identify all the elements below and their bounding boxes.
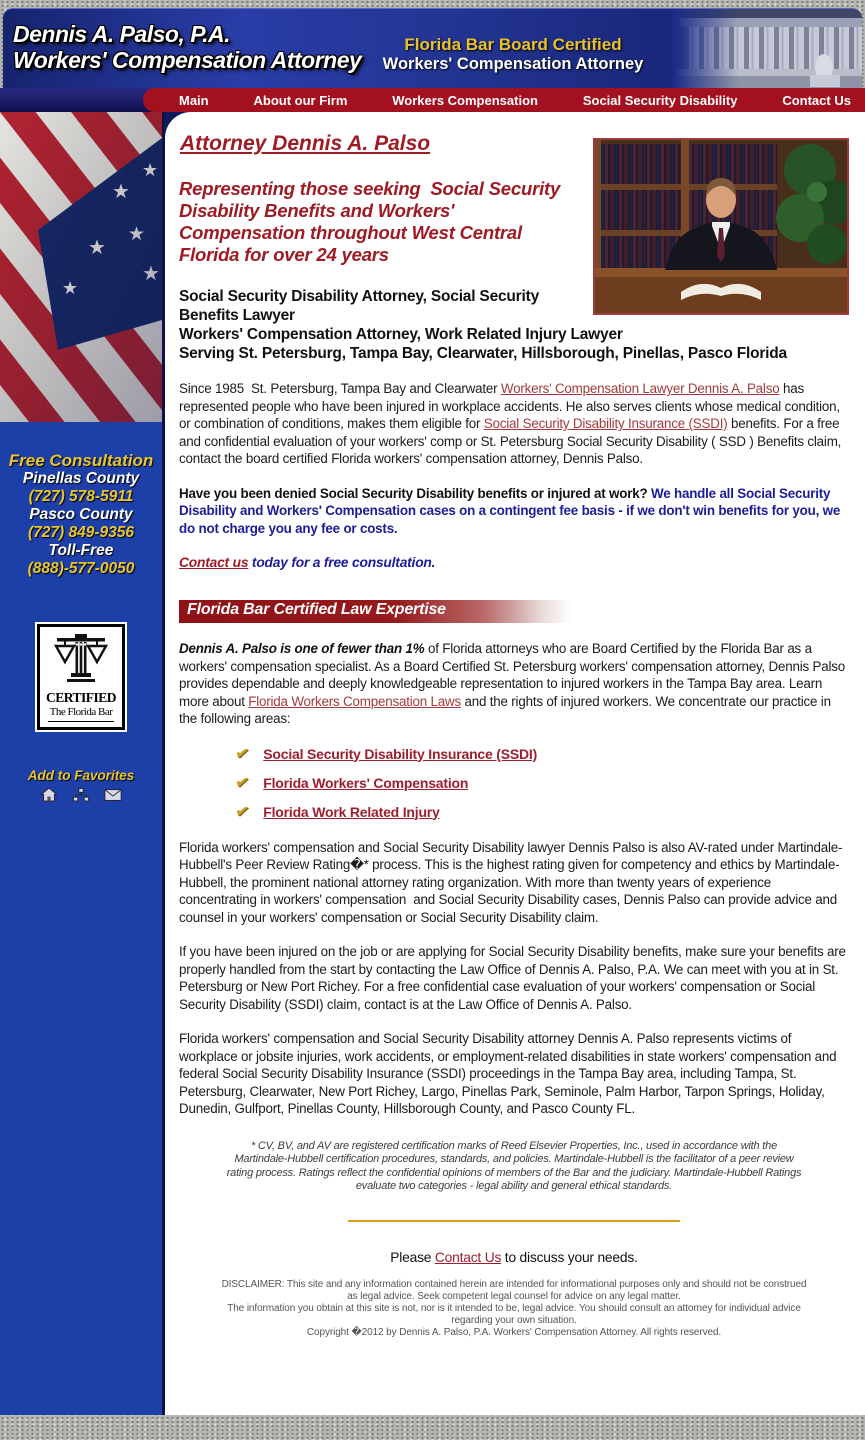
certification-marks-fineprint: * CV, BV, and AV are registered certification marks of Reed Elsevier Properties, Inc., used in accordance with the Martindale-Hubbell certification procedures, standards, and policies. Martindale-Hubbell is the facilitator of a peer review rating process. Ratings reflect the confidential opinions of members of the Bar and the judiciary. Martindale-Hubbell Ratings evaluate two categories - legal ability and general ethical standards.: [226, 1139, 802, 1192]
expertise-banner: Florida Bar Certified Law Expertise: [179, 600, 571, 623]
disclaimer-line1: DISCLAIMER: This site and any information contained herein are intended for informational purposes only and should not be construed as legal advice. Seek competent legal counsel for advice on any legal matter.: [221, 1278, 807, 1302]
nav-item-about-our-firm[interactable]: About our Firm: [253, 92, 348, 108]
denied-question-text: Have you been denied Social Security Disability benefits or injured at work?: [179, 485, 651, 501]
add-to-favorites-block: [0, 768, 162, 802]
contingent-fee-text: We handle all Social Security Disability and Workers' Compensation cases on a contingent fee basis - if we don't win benefits for you, we do not charge you any fee or costs.: [179, 485, 841, 536]
fewer-than-1pct-text: Dennis A. Palso is one of fewer than 1%: [179, 641, 425, 656]
american-flag-image: [0, 112, 162, 422]
fl-workers-comp-laws-link[interactable]: Florida Workers Compensation Laws: [248, 693, 461, 709]
nav-item-workers-compensation[interactable]: Workers Compensation: [392, 92, 538, 108]
county-label: Pasco County: [29, 506, 133, 523]
please-contact-line: [179, 1250, 849, 1265]
practice-area-workers-comp-link[interactable]: Florida Workers' Compensation: [263, 774, 469, 791]
toll-free-label: Toll-Free: [48, 542, 114, 559]
nav-item-contact-us[interactable]: Contact Us: [782, 92, 851, 108]
tagline: Representing those seeking Social Security Disability Benefits and Workers' Compensation throughout West Central Florida for over 24 years: [179, 178, 561, 265]
free-consultation-block: [0, 452, 162, 578]
intro-paragraph: [179, 380, 849, 468]
copyright-line: Copyright �2012 by Dennis A. Palso, P.A. Workers' Compensation Attorney. All rights reserved.: [306, 1326, 722, 1338]
county-label: Pinellas County: [22, 470, 140, 487]
injured-on-job-paragraph: If you have been injured on the job or are applying for Social Security Disability benefits, make sure your benefits are properly handled from the start by contacting the Law Office of Dennis A. Palso, P.A. We can meet with you at in St. Petersburg or New Port Richey. For a free confidential case evaluation of your workers' compensation or Social Security Disability (SSDI) claim, contact is at the Law Office of Dennis A. Palso.: [179, 944, 846, 1012]
discuss-needs-text: to discuss your needs.: [501, 1249, 638, 1265]
favorites-icons: [0, 788, 162, 802]
phone-number: (727) 849-9356: [28, 524, 134, 541]
logo-line-2: Workers' Compensation Attorney: [13, 47, 362, 74]
home-icon[interactable]: [40, 788, 58, 802]
badge-certified-text: CERTIFIED: [45, 690, 117, 705]
board-certified-text: Florida Bar Board Certified: [404, 35, 622, 54]
list-item: [235, 773, 849, 793]
florida-bar-certified-badge: [37, 624, 125, 730]
service-areas-paragraph: Florida workers' compensation and Social Security Disability attorney Dennis A. Palso represents victims of workplace or jobsite injuries, work accidents, or employment-related disabilities in state workers' compensation and federal Social Security Disability Insurance (SSDI) proceedings in the Tampa Bay area, including Tampa, St. Petersburg, Clearwater, New Port Richey, Largo, Pinellas Park, Seminole, Palm Harbor, Tarpon Springs, Holiday, Dunedin, Gulfport, Pinellas County, Hillsborough County, and Pasco County FL.: [179, 1031, 837, 1116]
checkmark-icon: ✔: [233, 742, 251, 764]
nav-bar: [143, 88, 865, 112]
workers-comp-lawyer-link[interactable]: Workers' Compensation Lawyer Dennis A. Palso: [500, 381, 780, 396]
site-logo: [13, 21, 361, 74]
practice-areas-list: [235, 744, 849, 822]
practice-area-ssdi-link[interactable]: Social Security Disability Insurance (SSDI): [263, 745, 538, 762]
nav-item-social-security-disability[interactable]: Social Security Disability: [582, 92, 738, 108]
add-to-favorites-label: Add to Favorites: [27, 768, 135, 783]
list-item: [235, 744, 849, 764]
free-consultation-text: today for a free consultation.: [248, 555, 436, 570]
services-heading-line2: Workers' Compensation Attorney, Work Related Injury Lawyer: [179, 326, 623, 343]
scales-of-justice-icon: [53, 633, 109, 685]
services-heading-line1: Social Security Disability Attorney, Social Security Benefits Lawyer: [179, 288, 540, 324]
av-rating-paragraph: Florida workers' compensation and Social Security Disability lawyer Dennis Palso is also AV-rated under Martindale-Hubbell's Peer Review Rating�* process. This is the highest rating given for competency and ethics by Martindale-Hubbell, the prominent national attorney rating organization. With more than twenty years of experience concentrating in workers' compensation and Social Security Disability cases, Dennis Palso can provide advice and counsel in your workers' compensation or Social Security Disability claim.: [179, 839, 843, 925]
badge-florida-bar-text: The Florida Bar: [49, 706, 113, 718]
sitemap-icon[interactable]: [72, 788, 90, 802]
intro-text: benefits. For a free and confidential evaluation of your workers' comp or St. Petersburg Social Security Disability ( SSD ) Benefits claim, contact the board certified Florida workers' compensation attorney, Dennis Palso.: [179, 416, 842, 466]
board-certified-text: and the rights of injured workers. We concentrate our practice in the following areas:: [179, 693, 831, 726]
attorney-type-text: Workers' Compensation Attorney: [382, 55, 644, 73]
intro-text: has represented people who have been injured in workplace accidents. He also serves clients whose medical condition, or combination of conditions, makes them eligible for: [179, 381, 840, 431]
gold-divider: [348, 1220, 680, 1222]
board-certified-text: of Florida attorneys who are Board Certified by the Florida Bar as a workers' compensation specialist. As a Board Certified St. Petersburg workers' compensation attorney, Dennis Palso provides dependable and deeply knowledgeable representation to injured workers in the Tampa Bay area. Learn more about: [179, 641, 846, 709]
attorney-photo: [593, 138, 849, 315]
checkmark-icon: ✔: [233, 771, 251, 793]
email-icon[interactable]: [104, 788, 122, 802]
sidebar: [0, 112, 165, 1415]
disclaimer-line2: The information you obtain at this site is not, nor is it intended to be, legal advice. You should consult an attorney for individual advice regarding your own situation.: [227, 1302, 801, 1326]
page-body: [0, 112, 865, 1415]
practice-area-work-injury-link[interactable]: Florida Work Related Injury: [263, 803, 440, 820]
page-title: Attorney Dennis A. Palso: [180, 132, 431, 155]
intro-text: Since 1985 St. Petersburg, Tampa Bay and Clearwater: [179, 381, 501, 396]
main-navigation: [0, 88, 865, 112]
checkmark-icon: ✔: [233, 800, 251, 822]
contact-us-footer-link[interactable]: Contact Us: [434, 1249, 502, 1265]
consultation-title: Free Consultation: [8, 451, 154, 470]
nav-item-main[interactable]: Main: [179, 92, 209, 108]
site-header: [3, 8, 862, 88]
phone-number: (888)-577-0050: [27, 560, 135, 577]
please-text: Please: [390, 1249, 435, 1265]
logo-line-1: Dennis A. Palso, P.A.: [13, 21, 231, 47]
contact-us-link[interactable]: Contact us: [179, 555, 249, 570]
board-certified-paragraph: [179, 640, 849, 728]
list-item: [235, 802, 849, 822]
main-content: [165, 112, 865, 1415]
disclaimer-block: [219, 1279, 809, 1339]
contact-us-line: [179, 555, 849, 570]
header-banner-text: [333, 35, 693, 74]
phone-number: (727) 578-5911: [28, 488, 134, 505]
services-heading-line3: Serving St. Petersburg, Tampa Bay, Clearwater, Hillsborough, Pinellas, Pasco Florida: [179, 345, 787, 362]
badge-rule: [48, 721, 114, 722]
courthouse-image: [672, 9, 862, 88]
denied-benefits-paragraph: [179, 485, 849, 538]
ssdi-link[interactable]: Social Security Disability Insurance (SSDI): [483, 416, 728, 431]
